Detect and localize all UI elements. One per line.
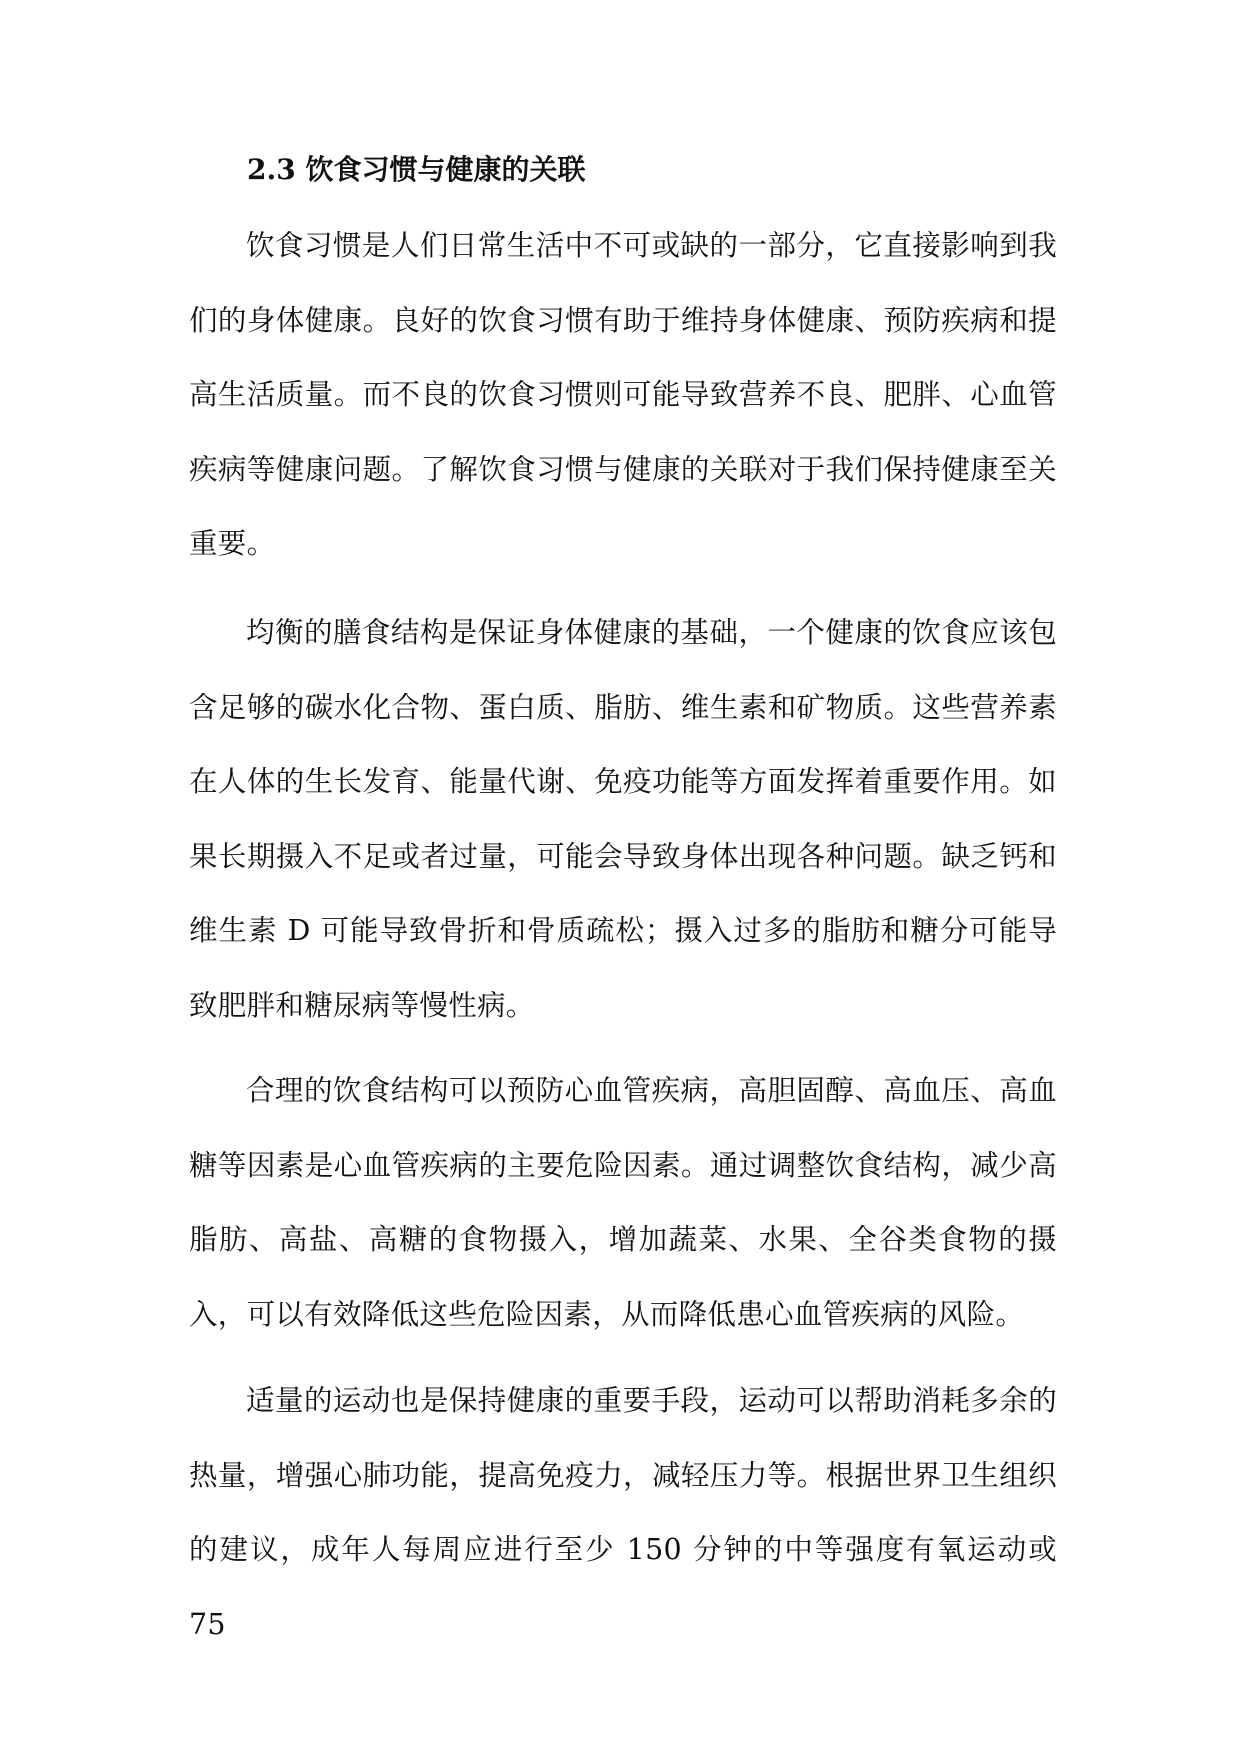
body-paragraph: 合理的饮食结构可以预防心血管疾病，高胆固醇、高血压、高血糖等因素是心血管疾病的主要危险因素。通过调整饮食结构，减少高脂肪、高盐、高糖的食物摄入，增加蔬菜、水果、全谷类食物的摄入，可以有效降低这些危险因素，从而降低患心血管疾病的风险。 (189, 1074, 1057, 1331)
body-paragraph: 饮食习惯是人们日常生活中不可或缺的一部分，它直接影响到我们的身体健康。良好的饮食习惯有助于维持身体健康、预防疾病和提高生活质量。而不良的饮食习惯则可能导致营养不良、肥胖、心血管疾病等健康问题。了解饮食习惯与健康的关联对于我们保持健康至关重要。 (189, 229, 1057, 560)
body-paragraph: 适量的运动也是保持健康的重要手段，运动可以帮助消耗多余的热量，增强心肺功能，提高免疫力，减轻压力等。根据世界卫生组织的建议，成年人每周应进行至少 150 分钟的中等强度有氧运动或 75 (189, 1384, 1057, 1641)
section-heading: 2.3 饮食习惯与健康的关联 (247, 153, 586, 186)
body-paragraph: 均衡的膳食结构是保证身体健康的基础，一个健康的饮食应该包含足够的碳水化合物、蛋白质、脂肪、维生素和矿物质。这些营养素在人体的生长发育、能量代谢、免疫功能等方面发挥着重要作用。如果长期摄入不足或者过量，可能会导致身体出现各种问题。缺乏钙和维生素 D 可能导致骨折和骨质疏松；摄入过多的脂肪和糖分可能导致肥胖和糖尿病等慢性病。 (189, 616, 1057, 1022)
